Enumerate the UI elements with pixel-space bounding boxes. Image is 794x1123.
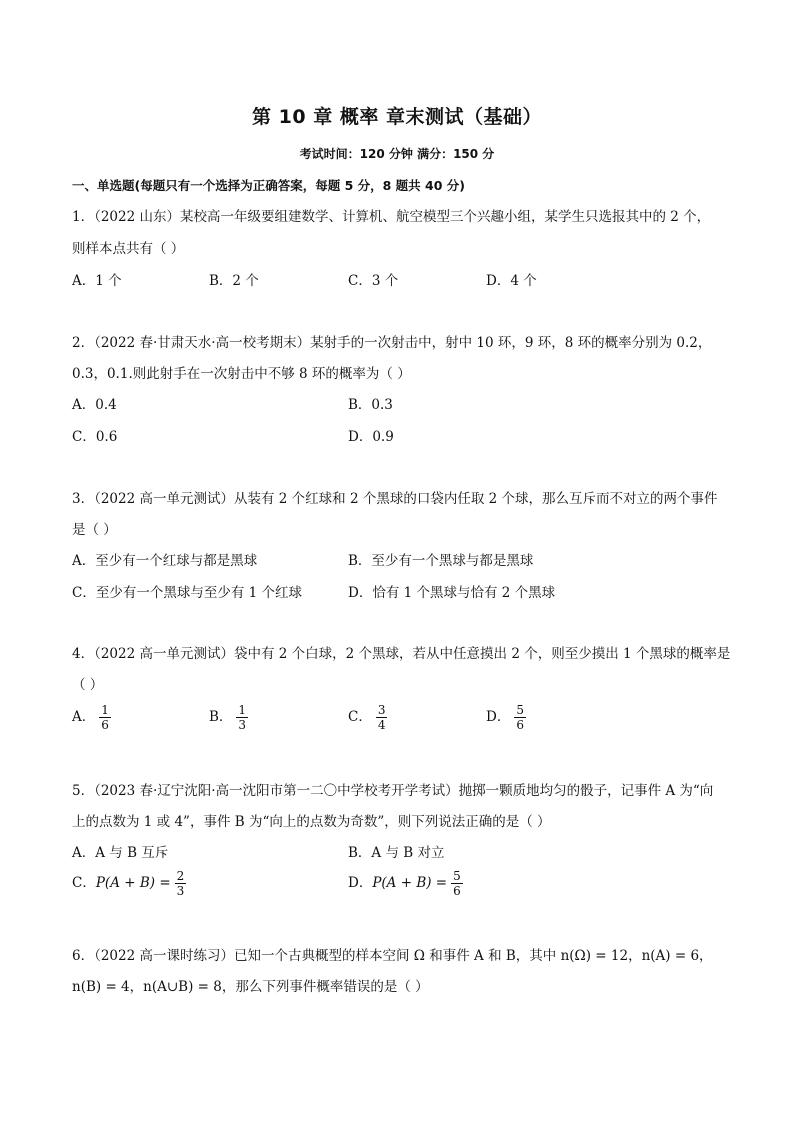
fraction-numerator: 1 <box>238 703 247 717</box>
question-1-line-2: 则样本点共有（ ） <box>72 241 185 257</box>
q4-option-c-fraction <box>376 703 388 732</box>
q4-option-b <box>209 703 248 732</box>
fraction-numerator: 5 <box>516 703 524 717</box>
fraction-denominator: 6 <box>101 718 109 732</box>
q2-option-c: C．0.6 <box>72 429 118 445</box>
fraction-denominator: 4 <box>377 718 386 732</box>
q4-option-c-label: C． <box>348 709 372 725</box>
q5-option-c <box>72 869 186 898</box>
q4-option-a-fraction <box>99 703 111 732</box>
q4-option-b-fraction <box>236 703 248 732</box>
fraction-numerator: 1 <box>101 703 109 717</box>
question-1-line-1: 1．（2022 山东）某校高一年级要组建数学、计算机、航空模型三个兴趣小组，某学生只选报其中的 2 个， <box>72 209 711 225</box>
q2-option-a: A．0.4 <box>72 397 117 413</box>
question-5-line-1: 5．（2023 春·辽宁沈阳·高一沈阳市第一二〇中学校考开学考试）抛掷一颗质地均匀的骰子，记事件 A 为“向 <box>72 783 714 799</box>
q4-option-c <box>348 703 387 732</box>
exam-info: 考试时间：120 分钟 满分：150 分 <box>299 147 495 161</box>
q4-option-d-fraction <box>514 703 526 732</box>
question-6-line-1: 6．（2022 高一课时练习）已知一个古典概型的样本空间 Ω 和事件 A 和 B，其中 n(Ω) = 12，n(A) = 6， <box>72 948 713 964</box>
question-5-line-2: 上的点数为 1 或 4”，事件 B 为“向上的点数为奇数”，则下列说法正确的是（ ） <box>72 814 551 830</box>
fraction-numerator: 3 <box>377 703 386 717</box>
question-3-line-1: 3．（2022 高一单元测试）从装有 2 个红球和 2 个黑球的口袋内任取 2 个球，那么互斥而不对立的两个事件 <box>72 491 718 507</box>
q5-option-c-expression: P(A + B) = <box>95 875 171 891</box>
q5-option-d-fraction <box>451 869 463 898</box>
question-2-line-1: 2．（2022 春·甘肃天水·高一校考期末）某射手的一次射击中，射中 10 环，9 环，8 环的概率分别为 0.2， <box>72 335 712 351</box>
q4-option-d <box>486 703 526 732</box>
page-title: 第 10 章 概率 章末测试（基础） <box>252 106 542 128</box>
q1-option-d: D．4 个 <box>486 273 537 289</box>
question-3-line-2: 是（ ） <box>72 522 117 538</box>
q5-option-c-fraction <box>175 869 187 898</box>
q1-option-c: C．3 个 <box>348 273 399 289</box>
q5-option-a: A．A 与 B 互斥 <box>72 845 169 861</box>
q5-option-c-label: C． <box>72 875 96 891</box>
q2-option-b: B．0.3 <box>348 397 393 413</box>
question-4-line-1: 4．（2022 高一单元测试）袋中有 2 个白球，2 个黑球，若从中任意摸出 2 个，则至少摸出 1 个黑球的概率是 <box>72 646 731 662</box>
q4-option-a-label: A． <box>72 709 96 725</box>
q5-option-d-expression: P(A + B) = <box>372 875 448 891</box>
fraction-numerator: 5 <box>453 869 461 883</box>
q1-option-b: B．2 个 <box>209 273 259 289</box>
fraction-numerator: 2 <box>176 869 185 883</box>
q5-option-d <box>348 869 463 898</box>
fraction-denominator: 3 <box>176 884 185 898</box>
q5-option-b: B．A 与 B 对立 <box>348 845 445 861</box>
q3-option-d: D．恰有 1 个黑球与恰有 2 个黑球 <box>348 585 556 601</box>
q3-option-a: A．至少有一个红球与都是黑球 <box>72 553 258 569</box>
question-6-line-2: n(B) = 4，n(A∪B) = 8，那么下列事件概率错误的是（ ） <box>72 979 429 995</box>
q3-option-b: B．至少有一个黑球与都是黑球 <box>348 553 534 569</box>
q4-option-d-label: D． <box>486 709 511 725</box>
fraction-denominator: 6 <box>453 884 461 898</box>
q3-option-c: C．至少有一个黑球与至少有 1 个红球 <box>72 585 303 601</box>
q4-option-a <box>72 703 111 732</box>
q5-option-d-label: D． <box>348 875 373 891</box>
question-2-line-2: 0.3，0.1.则此射手在一次射击中不够 8 环的概率为（ ） <box>72 366 411 382</box>
q1-option-a: A．1 个 <box>72 273 122 289</box>
section-heading: 一、单选题(每题只有一个选择为正确答案，每题 5 分，8 题共 40 分) <box>72 178 465 193</box>
question-4-line-2: （ ） <box>72 677 104 693</box>
fraction-denominator: 6 <box>516 718 524 732</box>
q2-option-d: D．0.9 <box>348 429 394 445</box>
q4-option-b-label: B． <box>209 709 233 725</box>
fraction-denominator: 3 <box>238 718 247 732</box>
